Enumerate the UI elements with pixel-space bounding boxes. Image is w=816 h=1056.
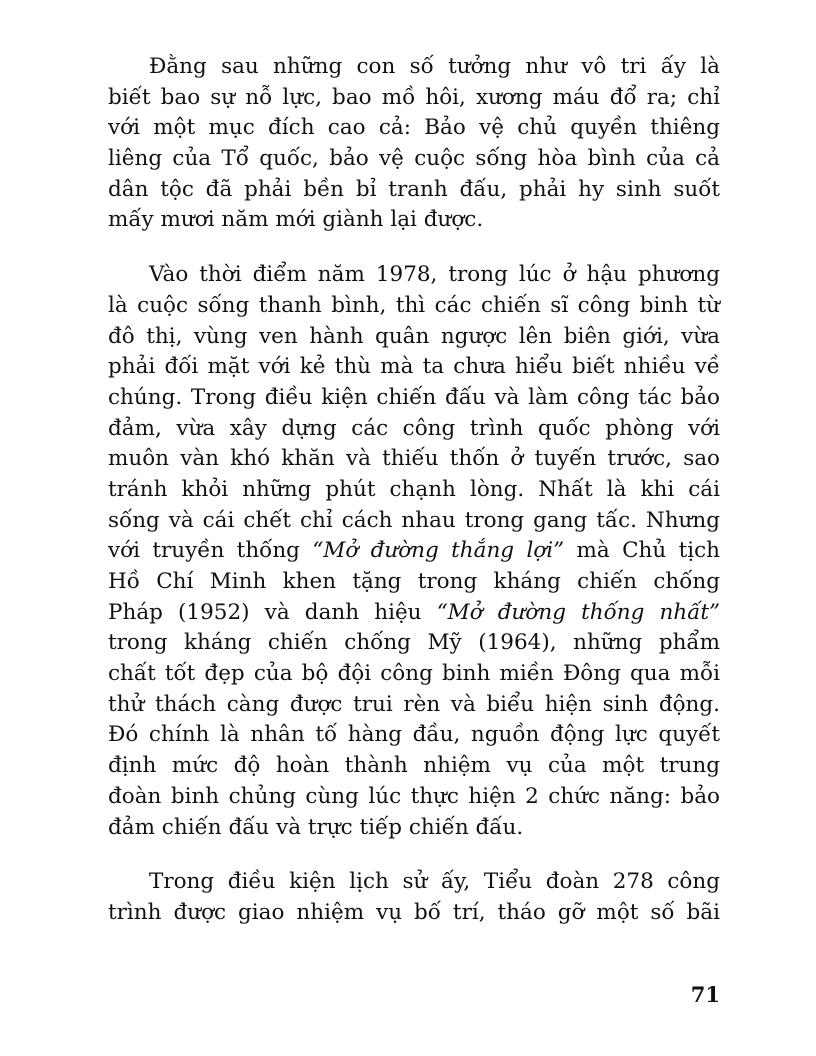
text-line: [108, 867, 720, 898]
text-line: [108, 383, 720, 414]
text-line: [108, 751, 720, 782]
text-line: [108, 898, 720, 929]
text-segment: muôn vàn khó khăn và thiếu thốn ở tuyến trước, sao: [108, 446, 720, 472]
text-segment: mà Chủ tịch: [564, 538, 720, 564]
text-line: [108, 536, 720, 567]
text-line: [108, 813, 720, 844]
text-segment: Đó chính là nhân tố hàng đầu, nguồn động lực quyết: [108, 722, 720, 748]
text-line: [108, 567, 720, 598]
text-segment: đô thị, vùng ven hành quân ngược lên biên giới, vừa: [108, 323, 720, 349]
text-segment: thử thách càng được trui rèn và biểu hiện sinh động.: [108, 691, 720, 717]
text-segment: đảm, vừa xây dựng các công trình quốc phòng với: [108, 415, 720, 441]
text-line: [108, 322, 720, 353]
text-segment: dân tộc đã phải bền bỉ tranh đấu, phải hy sinh suốt: [108, 176, 720, 202]
text-segment: tránh khỏi những phút chạnh lòng. Nhất là khi cái: [108, 476, 720, 502]
text-line: [108, 506, 720, 537]
text-line: [108, 352, 720, 383]
page-number: 71: [690, 982, 720, 1007]
text-segment: phải đối mặt với kẻ thù mà ta chưa hiểu biết nhiều về: [108, 354, 720, 380]
italic-quote: “Mở đường thắng lợi”: [312, 538, 565, 564]
text-segment: với truyền thống: [108, 538, 313, 564]
text-line: [108, 782, 720, 813]
text-line: [108, 113, 720, 144]
text-line: [108, 144, 720, 175]
paragraph: [108, 867, 720, 928]
text-segment: chất tốt đẹp của bộ đội công binh miền Đông qua mỗi: [108, 661, 720, 687]
paragraph: [108, 260, 720, 843]
text-segment: chúng. Trong điều kiện chiến đấu và làm công tác bảo: [108, 384, 720, 410]
text-line: [108, 475, 720, 506]
text-line: [108, 291, 720, 322]
text-segment: liêng của Tổ quốc, bảo vệ cuộc sống hòa bình của cả: [108, 146, 720, 172]
text-segment: Trong điều kiện lịch sử ấy, Tiểu đoàn 278 công: [149, 869, 720, 895]
text-line: [108, 598, 720, 629]
text-segment: với một mục đích cao cả: Bảo vệ chủ quyền thiêng: [108, 115, 720, 141]
text-line: [108, 414, 720, 445]
text-line: [108, 83, 720, 114]
page-body: [108, 52, 720, 953]
text-segment: mấy mươi năm mới giành lại được.: [108, 207, 484, 233]
text-segment: đoàn binh chủng cùng lúc thực hiện 2 chức năng: bảo: [108, 783, 720, 809]
text-line: [108, 690, 720, 721]
text-segment: Vào thời điểm năm 1978, trong lúc ở hậu phương: [149, 262, 720, 288]
text-segment: là cuộc sống thanh bình, thì các chiến sĩ công binh từ: [108, 292, 720, 318]
text-segment: sống và cái chết chỉ cách nhau trong gang tấc. Nhưng: [108, 507, 720, 533]
text-line: [108, 175, 720, 206]
text-segment: Pháp (1952) và danh hiệu: [108, 599, 437, 625]
text-segment: đảm chiến đấu và trực tiếp chiến đấu.: [108, 814, 524, 840]
text-segment: trình được giao nhiệm vụ bố trí, tháo gỡ một số bãi: [108, 899, 720, 925]
text-line: [108, 52, 720, 83]
text-segment: Đằng sau những con số tưởng như vô tri ấy là: [149, 54, 720, 79]
text-line: [108, 205, 720, 236]
text-line: [108, 659, 720, 690]
text-segment: định mức độ hoàn thành nhiệm vụ của một trung: [108, 753, 720, 779]
paragraph: [108, 52, 720, 236]
text-line: [108, 260, 720, 291]
text-line: [108, 720, 720, 751]
text-line: [108, 628, 720, 659]
text-segment: biết bao sự nỗ lực, bao mồ hôi, xương máu đổ ra; chỉ: [108, 84, 720, 110]
italic-quote: “Mở đường thống nhất”: [436, 599, 721, 625]
text-segment: Hồ Chí Minh khen tặng trong kháng chiến chống: [108, 569, 720, 594]
text-segment: trong kháng chiến chống Mỹ (1964), những phẩm: [108, 630, 720, 656]
text-line: [108, 444, 720, 475]
